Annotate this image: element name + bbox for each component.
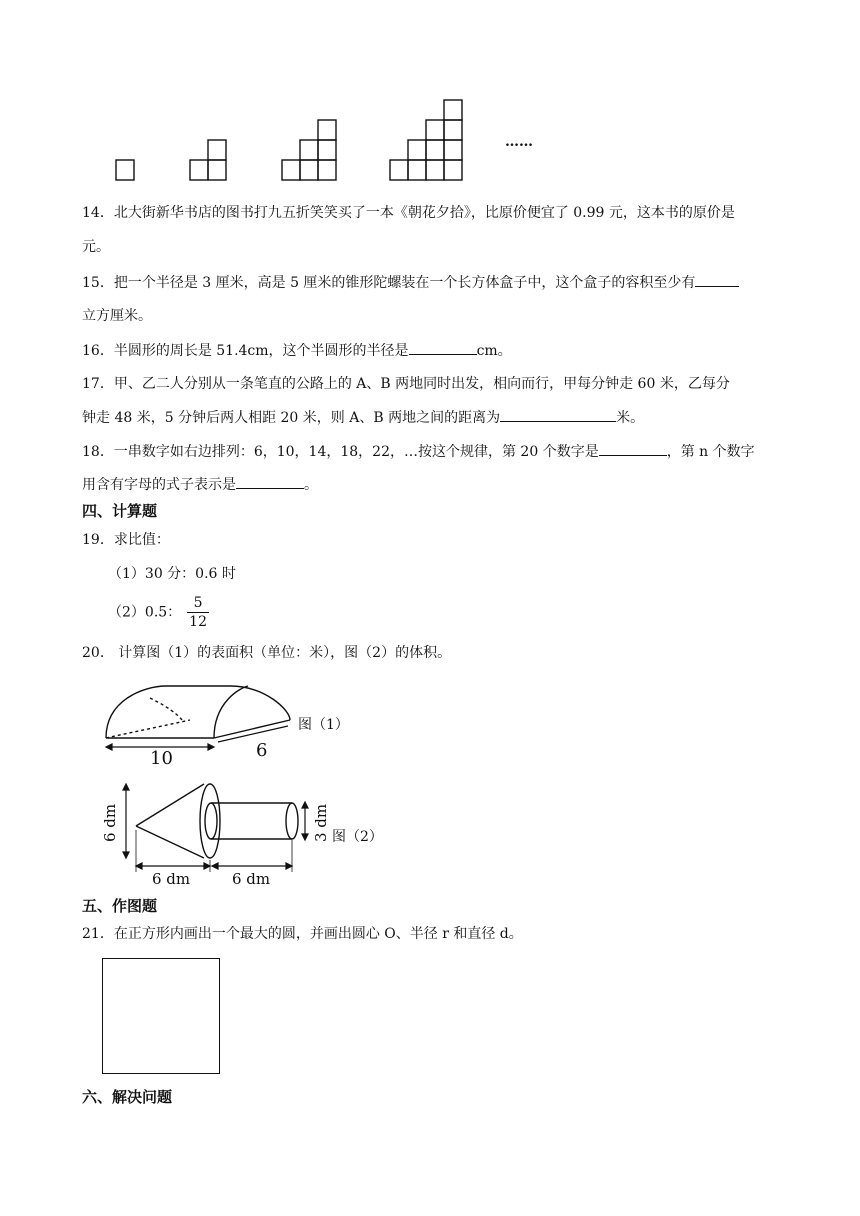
fraction-numerator: 5 xyxy=(187,594,209,613)
q19-fraction xyxy=(187,594,209,631)
q19-part2-prefix: （2）0.5： xyxy=(108,604,182,621)
q15-line1 xyxy=(82,272,739,293)
q17-text: 钟走 48 米，5 分钟后两人相距 20 米，则 A、B 两地之间的距离为 xyxy=(82,410,501,426)
fraction-denominator: 12 xyxy=(189,614,207,630)
section-5-heading: 五、作图题 xyxy=(82,897,158,915)
q16-answer-blank[interactable] xyxy=(409,340,477,355)
q15-line2: 立方厘米。 xyxy=(82,308,152,324)
fig2-left-height-label: 6 dm xyxy=(101,803,119,842)
fig2-cylinder-length-label: 6 dm xyxy=(232,870,271,888)
q14-line1: 14．北大街新华书店的图书打九五折笑笑买了一本《朝花夕拾》，比原价便宜了 0.99 元，这本书的原价是 xyxy=(82,205,735,221)
q18-text4: 。 xyxy=(304,477,318,493)
q16-line xyxy=(82,340,512,361)
q17-unit: 米。 xyxy=(616,410,645,426)
q16-text: 16．半圆形的周长是 51.4cm，这个半圆形的半径是 xyxy=(82,343,409,359)
q17-line2 xyxy=(82,407,644,428)
q21-stem: 21．在正方形内画出一个最大的圆，并画出圆心 O、半径 r 和直径 d。 xyxy=(82,926,523,942)
q17-line1: 17．甲、乙二人分别从一条笔直的公路上的 A、B 两地同时出发，相向而行，甲每分钟走 60 米，乙每分 xyxy=(82,376,730,392)
q16-unit: cm。 xyxy=(476,343,512,359)
fig2-right-height-label: 3 dm xyxy=(312,803,330,842)
q19-stem: 19．求比值： xyxy=(82,532,170,548)
fig2-caption: 图（2） xyxy=(332,829,383,845)
q15-answer-blank[interactable] xyxy=(695,272,739,287)
q18-answer-blank-1[interactable] xyxy=(599,441,667,456)
q18-text3: 用含有字母的式子表示是 xyxy=(82,477,236,493)
q15-text: 15．把一个半径是 3 厘米，高是 5 厘米的锥形陀螺装在一个长方体盒子中，这个盒子的容积至少有 xyxy=(82,275,696,291)
cone-cylinder-figure xyxy=(100,780,320,890)
q18-answer-blank-2[interactable] xyxy=(236,474,304,489)
fig1-width-label: 6 xyxy=(256,740,268,761)
q19-part1: （1）30 分：0.6 时 xyxy=(108,566,236,582)
half-cylinder-figure xyxy=(100,680,300,776)
pattern-ellipsis: …… xyxy=(505,134,533,150)
fig1-caption: 图（1） xyxy=(298,717,349,733)
fig1-length-label: 10 xyxy=(150,748,173,769)
drawing-square[interactable] xyxy=(102,958,220,1074)
staircase-pattern-figure xyxy=(110,92,550,184)
q18-line2 xyxy=(82,474,318,495)
q20-stem: 20． 计算图（1）的表面积（单位：米），图（2）的体积。 xyxy=(82,645,452,661)
section-4-heading: 四、计算题 xyxy=(82,502,158,520)
q19-part2 xyxy=(108,594,209,631)
q18-text1: 18．一串数字如右边排列：6，10，14，18，22，…按这个规律，第 20 个数字是 xyxy=(82,444,599,460)
q14-line2: 元。 xyxy=(82,239,110,255)
q17-answer-blank[interactable] xyxy=(500,407,616,422)
section-6-heading: 六、解决问题 xyxy=(82,1088,173,1106)
q18-text2: ，第 n 个数字 xyxy=(666,444,755,460)
fig2-cone-length-label: 6 dm xyxy=(152,870,191,888)
q18-line1 xyxy=(82,441,755,462)
